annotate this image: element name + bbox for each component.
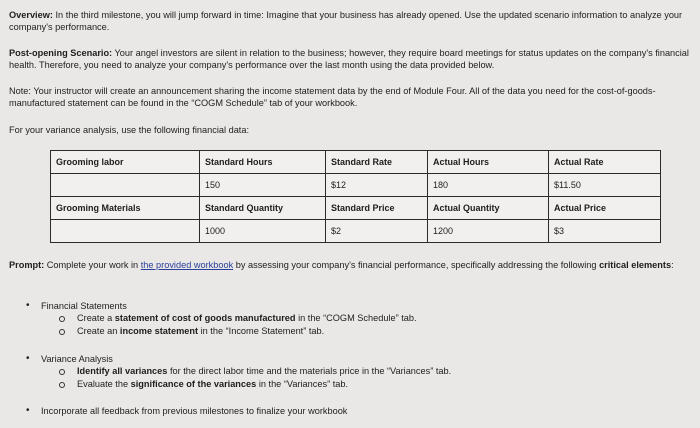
header-cell: Standard Price	[326, 197, 428, 220]
item-text: in the “Variances” tab.	[256, 379, 349, 389]
empty-cell	[51, 220, 200, 243]
item-bold: income statement	[119, 326, 199, 336]
variance-intro: For your variance analysis, use the following financial data:	[9, 125, 250, 135]
value-cell: 1200	[428, 220, 549, 243]
prompt-text-2: by assessing your company's financial performance, specifically addressing the following	[233, 260, 600, 270]
overview-paragraph	[9, 9, 689, 33]
materials-title-cell: Grooming Materials	[51, 197, 200, 220]
header-cell: Standard Rate	[326, 151, 428, 174]
value-cell: $11.50	[549, 174, 661, 197]
item-bold: Identify all variances	[77, 366, 168, 376]
table-row	[51, 220, 661, 243]
note-text: Note: Your instructor will create an announcement sharing the income statement data by the end of Module Four. All of the data you need for the cost-of-goods-manufactured statement can be found in the “COGM Schedule” tab of your workbook.	[9, 86, 656, 108]
circle-bullet-icon	[59, 382, 65, 388]
value-cell: $3	[549, 220, 661, 243]
item-text: Evaluate the	[77, 379, 131, 389]
financial-statements-title: Financial Statements	[41, 301, 127, 311]
bullet-icon: •	[26, 300, 30, 311]
prompt-colon: :	[671, 260, 674, 270]
value-cell: $2	[326, 220, 428, 243]
note-paragraph	[9, 85, 689, 109]
value-cell: 180	[428, 174, 549, 197]
circle-bullet-icon	[59, 316, 65, 322]
item-text: Create an	[77, 326, 120, 336]
item-text: Create a	[77, 313, 115, 323]
overview-label: Overview:	[9, 10, 53, 20]
prompt-label: Prompt:	[9, 260, 45, 270]
list-item	[77, 378, 348, 390]
header-cell: Actual Rate	[549, 151, 661, 174]
item-text: in the “COGM Schedule” tab.	[295, 313, 417, 323]
critical-elements: critical elements	[599, 260, 672, 270]
table-row	[51, 197, 661, 220]
list-item	[77, 312, 417, 324]
variance-analysis-title: Variance Analysis	[41, 354, 113, 364]
list-item	[77, 325, 324, 337]
table-row	[51, 151, 661, 174]
feedback-item: Incorporate all feedback from previous milestones to finalize your workbook	[41, 406, 348, 416]
header-cell: Standard Quantity	[200, 197, 326, 220]
item-bold: significance of the variances	[130, 379, 257, 389]
circle-bullet-icon	[59, 369, 65, 375]
value-cell: 150	[200, 174, 326, 197]
scenario-label: Post-opening Scenario:	[9, 48, 113, 58]
header-cell: Actual Hours	[428, 151, 549, 174]
bullet-icon: •	[26, 353, 30, 364]
prompt-text-1: Complete your work in	[44, 260, 141, 270]
header-cell: Standard Hours	[200, 151, 326, 174]
list-item	[77, 365, 451, 377]
prompt-paragraph	[9, 259, 689, 271]
value-cell: $12	[326, 174, 428, 197]
scenario-text: Your angel investors are silent in relation to the business; however, they require board meetings for status updates on the company's financial health. Therefore, you need to analyze your company's performance over the last month using the data provided below.	[9, 48, 689, 70]
financial-data-table	[50, 150, 661, 243]
header-cell: Actual Price	[549, 197, 661, 220]
bullet-icon: •	[26, 405, 30, 416]
empty-cell	[51, 174, 200, 197]
value-cell: 1000	[200, 220, 326, 243]
labor-title-cell: Grooming labor	[51, 151, 200, 174]
circle-bullet-icon	[59, 329, 65, 335]
item-text: in the “Income Statement” tab.	[198, 326, 325, 336]
header-cell: Actual Quantity	[428, 197, 549, 220]
workbook-link[interactable]: the provided workbook	[140, 260, 234, 270]
scenario-paragraph	[9, 47, 689, 71]
item-bold: statement of cost of goods manufactured	[114, 313, 296, 323]
overview-text: In the third milestone, you will jump forward in time: Imagine that your business has already opened. Use the updated scenario information to analyze your company's performance.	[9, 10, 683, 32]
item-text: for the direct labor time and the materials price in the “Variances” tab.	[167, 366, 452, 376]
table-row	[51, 174, 661, 197]
